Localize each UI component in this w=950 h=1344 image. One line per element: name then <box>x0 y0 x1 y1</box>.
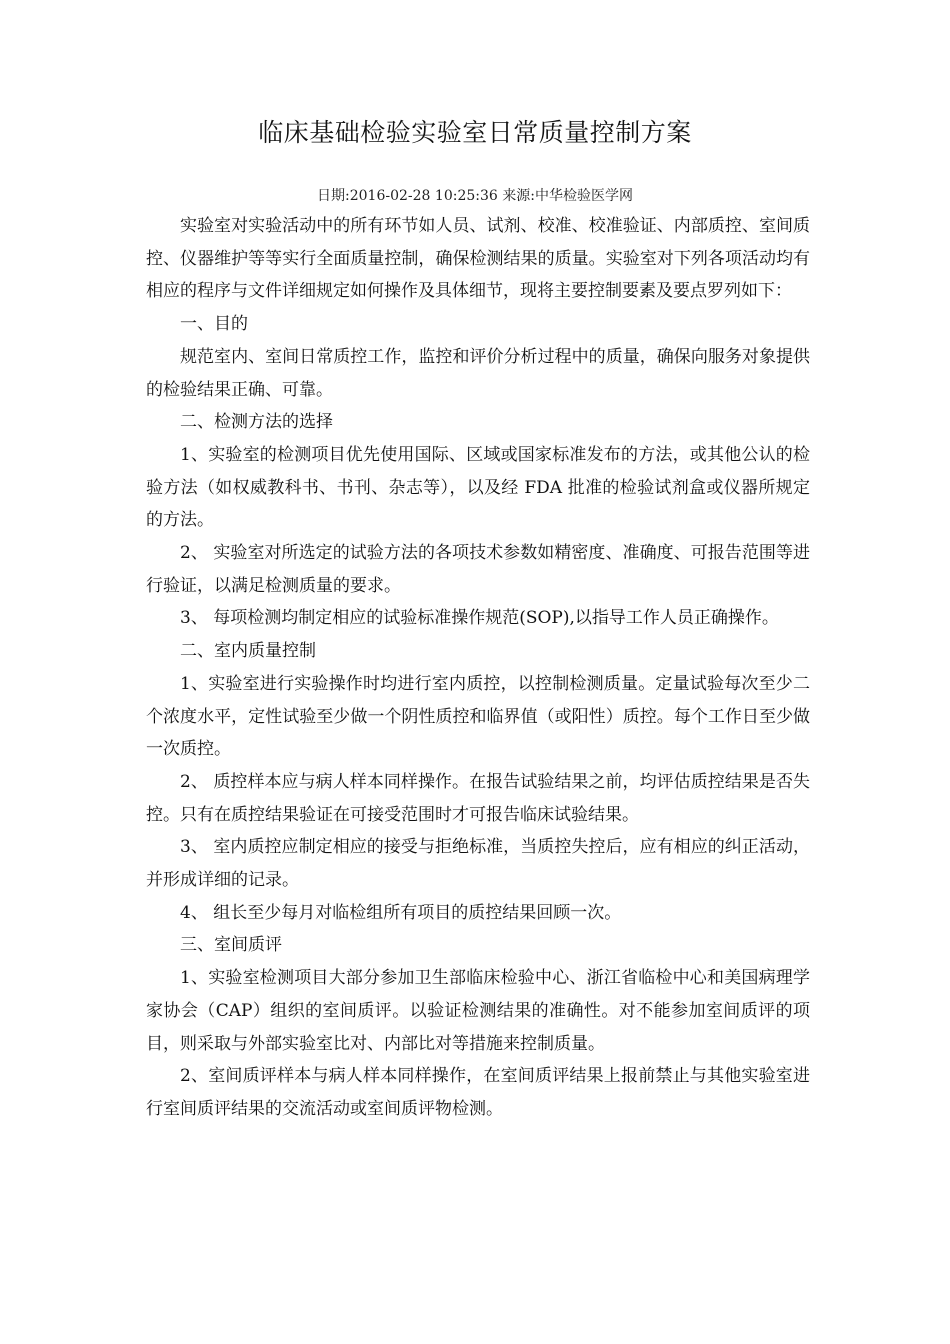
section-heading-external-qa: 三、室间质评 <box>180 935 282 956</box>
paragraph-purpose: 规范室内、室间日常质控工作，监控和评价分析过程中的质量，确保向服务对象提供的检验结果正确、可靠。 <box>146 346 810 400</box>
paragraph-external-qa-2: 2、室间质评样本与病人样本同样操作，在室间质评结果上报前禁止与其他实验室进行室间质评结果的交流活动或室间质评物检测。 <box>146 1066 810 1119</box>
paragraph-internal-qc-1: 1、实验室进行实验操作时均进行室内质控，以控制检测质量。定量试验每次至少二个浓度水平，定性试验至少做一个阴性质控和临界值（或阳性）质控。每个工作日至少做一次质控。 <box>146 673 810 760</box>
section-heading-internal-qc: 二、室内质量控制 <box>180 641 316 662</box>
paragraph-method-3: 3、 每项检测均制定相应的试验标准操作规范(SOP),以指导工作人员正确操作。 <box>180 608 779 629</box>
paragraph-internal-qc-3: 3、 室内质控应制定相应的接受与拒绝标准，当质控失控后，应有相应的纠正活动，并形成详细的记录。 <box>146 837 810 891</box>
document-title: 临床基础检验实验室日常质量控制方案 <box>258 118 692 147</box>
paragraph-intro: 实验室对实验活动中的所有环节如人员、试剂、校准、校准验证、内部质控、室间质控、仪器维护等等实行全面质量控制，确保检测结果的质量。实验室对下列各项活动均有相应的程序与文件详细规定如何操作及具体细节，现将主要控制要素及要点罗列如下： <box>146 216 810 302</box>
paragraph-method-1: 1、实验室的检测项目优先使用国际、区域或国家标准发布的方法，或其他公认的检验方法（如权威教科书、书刊、杂志等），以及经 FDA 批准的检验试剂盒或仪器所规定的方法。 <box>146 444 810 531</box>
paragraph-method-2: 2、 实验室对所选定的试验方法的各项技术参数如精密度、准确度、可报告范围等进行验证，以满足检测质量的要求。 <box>146 543 810 596</box>
paragraph-internal-qc-2: 2、 质控样本应与病人样本同样操作。在报告试验结果之前，均评估质控结果是否失控。只有在质控结果验证在可接受范围时才可报告临床试验结果。 <box>146 771 810 825</box>
document-meta: 日期:2016-02-28 10:25:36 来源:中华检验医学网 <box>317 188 633 204</box>
document-body <box>146 210 810 1126</box>
section-heading-purpose: 一、目的 <box>180 314 248 335</box>
paragraph-external-qa-1: 1、实验室检测项目大部分参加卫生部临床检验中心、浙江省临检中心和美国病理学家协会（CAP）组织的室间质评。以验证检测结果的准确性。对不能参加室间质评的项目，则采取与外部实验室比对、内部比对等措施来控制质量。 <box>146 968 810 1054</box>
paragraph-internal-qc-4: 4、 组长至少每月对临检组所有项目的质控结果回顾一次。 <box>180 902 622 923</box>
section-heading-method-selection: 二、检测方法的选择 <box>180 412 333 433</box>
